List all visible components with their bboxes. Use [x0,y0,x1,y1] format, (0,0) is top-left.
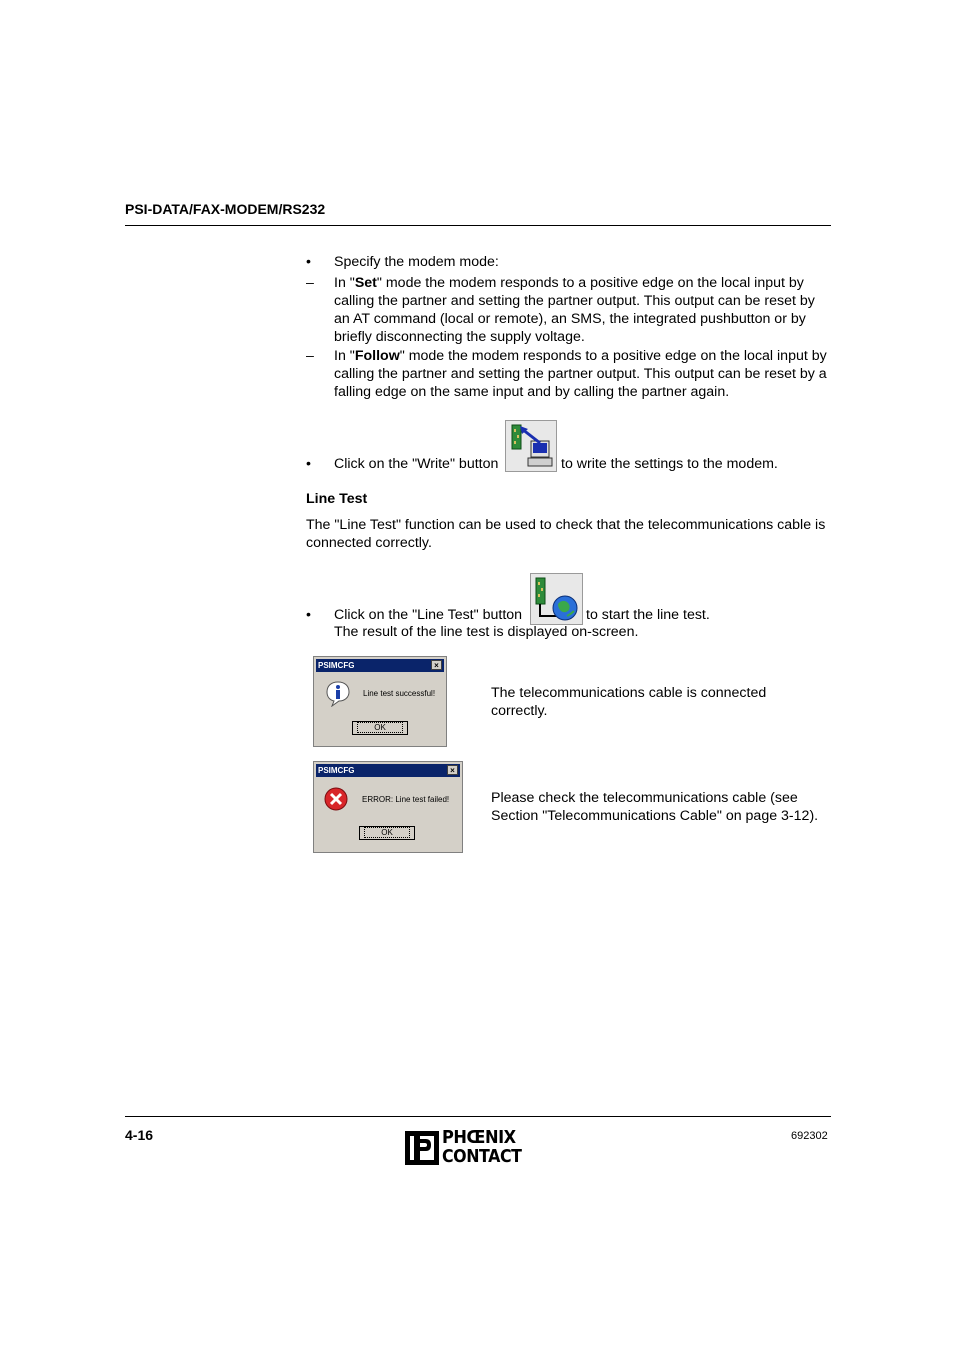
error-dialog-message: ERROR: Line test failed! [362,795,450,804]
error-desc-line1: Please check the telecommunications cable (see [491,790,798,806]
success-desc-line2: correctly. [491,703,548,719]
logo-mark-icon [404,1130,440,1166]
close-icon[interactable]: × [447,765,458,775]
close-icon[interactable]: × [431,660,442,670]
bullet: • [306,254,311,270]
set-line1: " mode the modem responds to a positive edge on the local input by [376,275,804,291]
write-step-after: to write the settings to the modem. [561,456,778,472]
logo-line1: PHŒNIX [442,1127,516,1148]
success-description [491,684,811,720]
document-number: 692302 [791,1130,828,1142]
page-number: 4-16 [125,1127,154,1143]
bullet-text-modem-mode: Specify the modem mode: [334,254,499,270]
error-dialog-titlebar [316,764,460,777]
linetest-step-line2: The result of the line test is displayed on-screen. [334,624,639,640]
error-description [491,789,841,825]
success-ok-label: OK [357,722,403,733]
intro-line1: The "Line Test" function can be used to check that the telecommunications cable is [306,517,826,533]
success-ok-button[interactable] [352,721,408,735]
section-heading: Line Test [306,491,368,507]
success-dialog-titlebar [316,659,444,672]
error-icon [324,787,348,811]
running-header: PSI-DATA/FAX-MODEM/RS232 [125,201,326,217]
set-line3: an AT command (local or remote), an SMS, the integrated pushbutton or by [334,311,806,327]
follow-prefix: In " [334,348,355,364]
follow-line2: calling the partner and setting the partner output. This output can be reset by a [334,366,827,382]
bullet: • [306,456,311,472]
header-rule [125,225,831,226]
follow-mode-description [334,347,834,401]
follow-keyword: Follow [354,348,400,364]
footer-rule [125,1116,831,1117]
success-dialog-message: Line test successful! [363,689,436,698]
dash: – [306,275,314,291]
set-mode-description [334,274,834,346]
logo-line2: CONTACT [442,1146,522,1167]
success-dialog-title: PSIMCFG [318,661,355,670]
error-dialog-title: PSIMCFG [318,766,355,775]
line-test-button-icon [530,573,583,625]
phoenix-contact-logo [404,1128,551,1168]
bullet: • [306,607,311,623]
follow-line1: " mode the modem responds to a positive edge on the local input by [399,348,827,364]
error-desc-line2: Section "Telecommunications Cable" on page 3-12). [491,808,819,824]
write-button-icon [505,420,557,472]
linetest-step-after: to start the line test. [586,607,710,623]
info-icon [326,681,350,707]
dash: – [306,348,314,364]
error-ok-label: OK [364,827,410,838]
set-line4: briefly disconnecting the supply voltage. [334,329,585,345]
error-ok-button[interactable] [359,826,415,840]
intro-line2: connected correctly. [306,535,432,551]
follow-line3: falling edge on the same input and by calling the partner again. [334,384,730,400]
write-step-before: Click on the "Write" button [334,456,499,472]
success-dialog [313,656,447,747]
linetest-step-before: Click on the "Line Test" button [334,607,523,623]
line-test-intro [306,516,836,552]
set-keyword: Set [354,275,377,291]
success-desc-line1: The telecommunications cable is connected [491,685,767,701]
set-prefix: In " [334,275,355,291]
set-line2: calling the partner and setting the partner output. This output can be reset by [334,293,815,309]
error-dialog [313,761,463,853]
